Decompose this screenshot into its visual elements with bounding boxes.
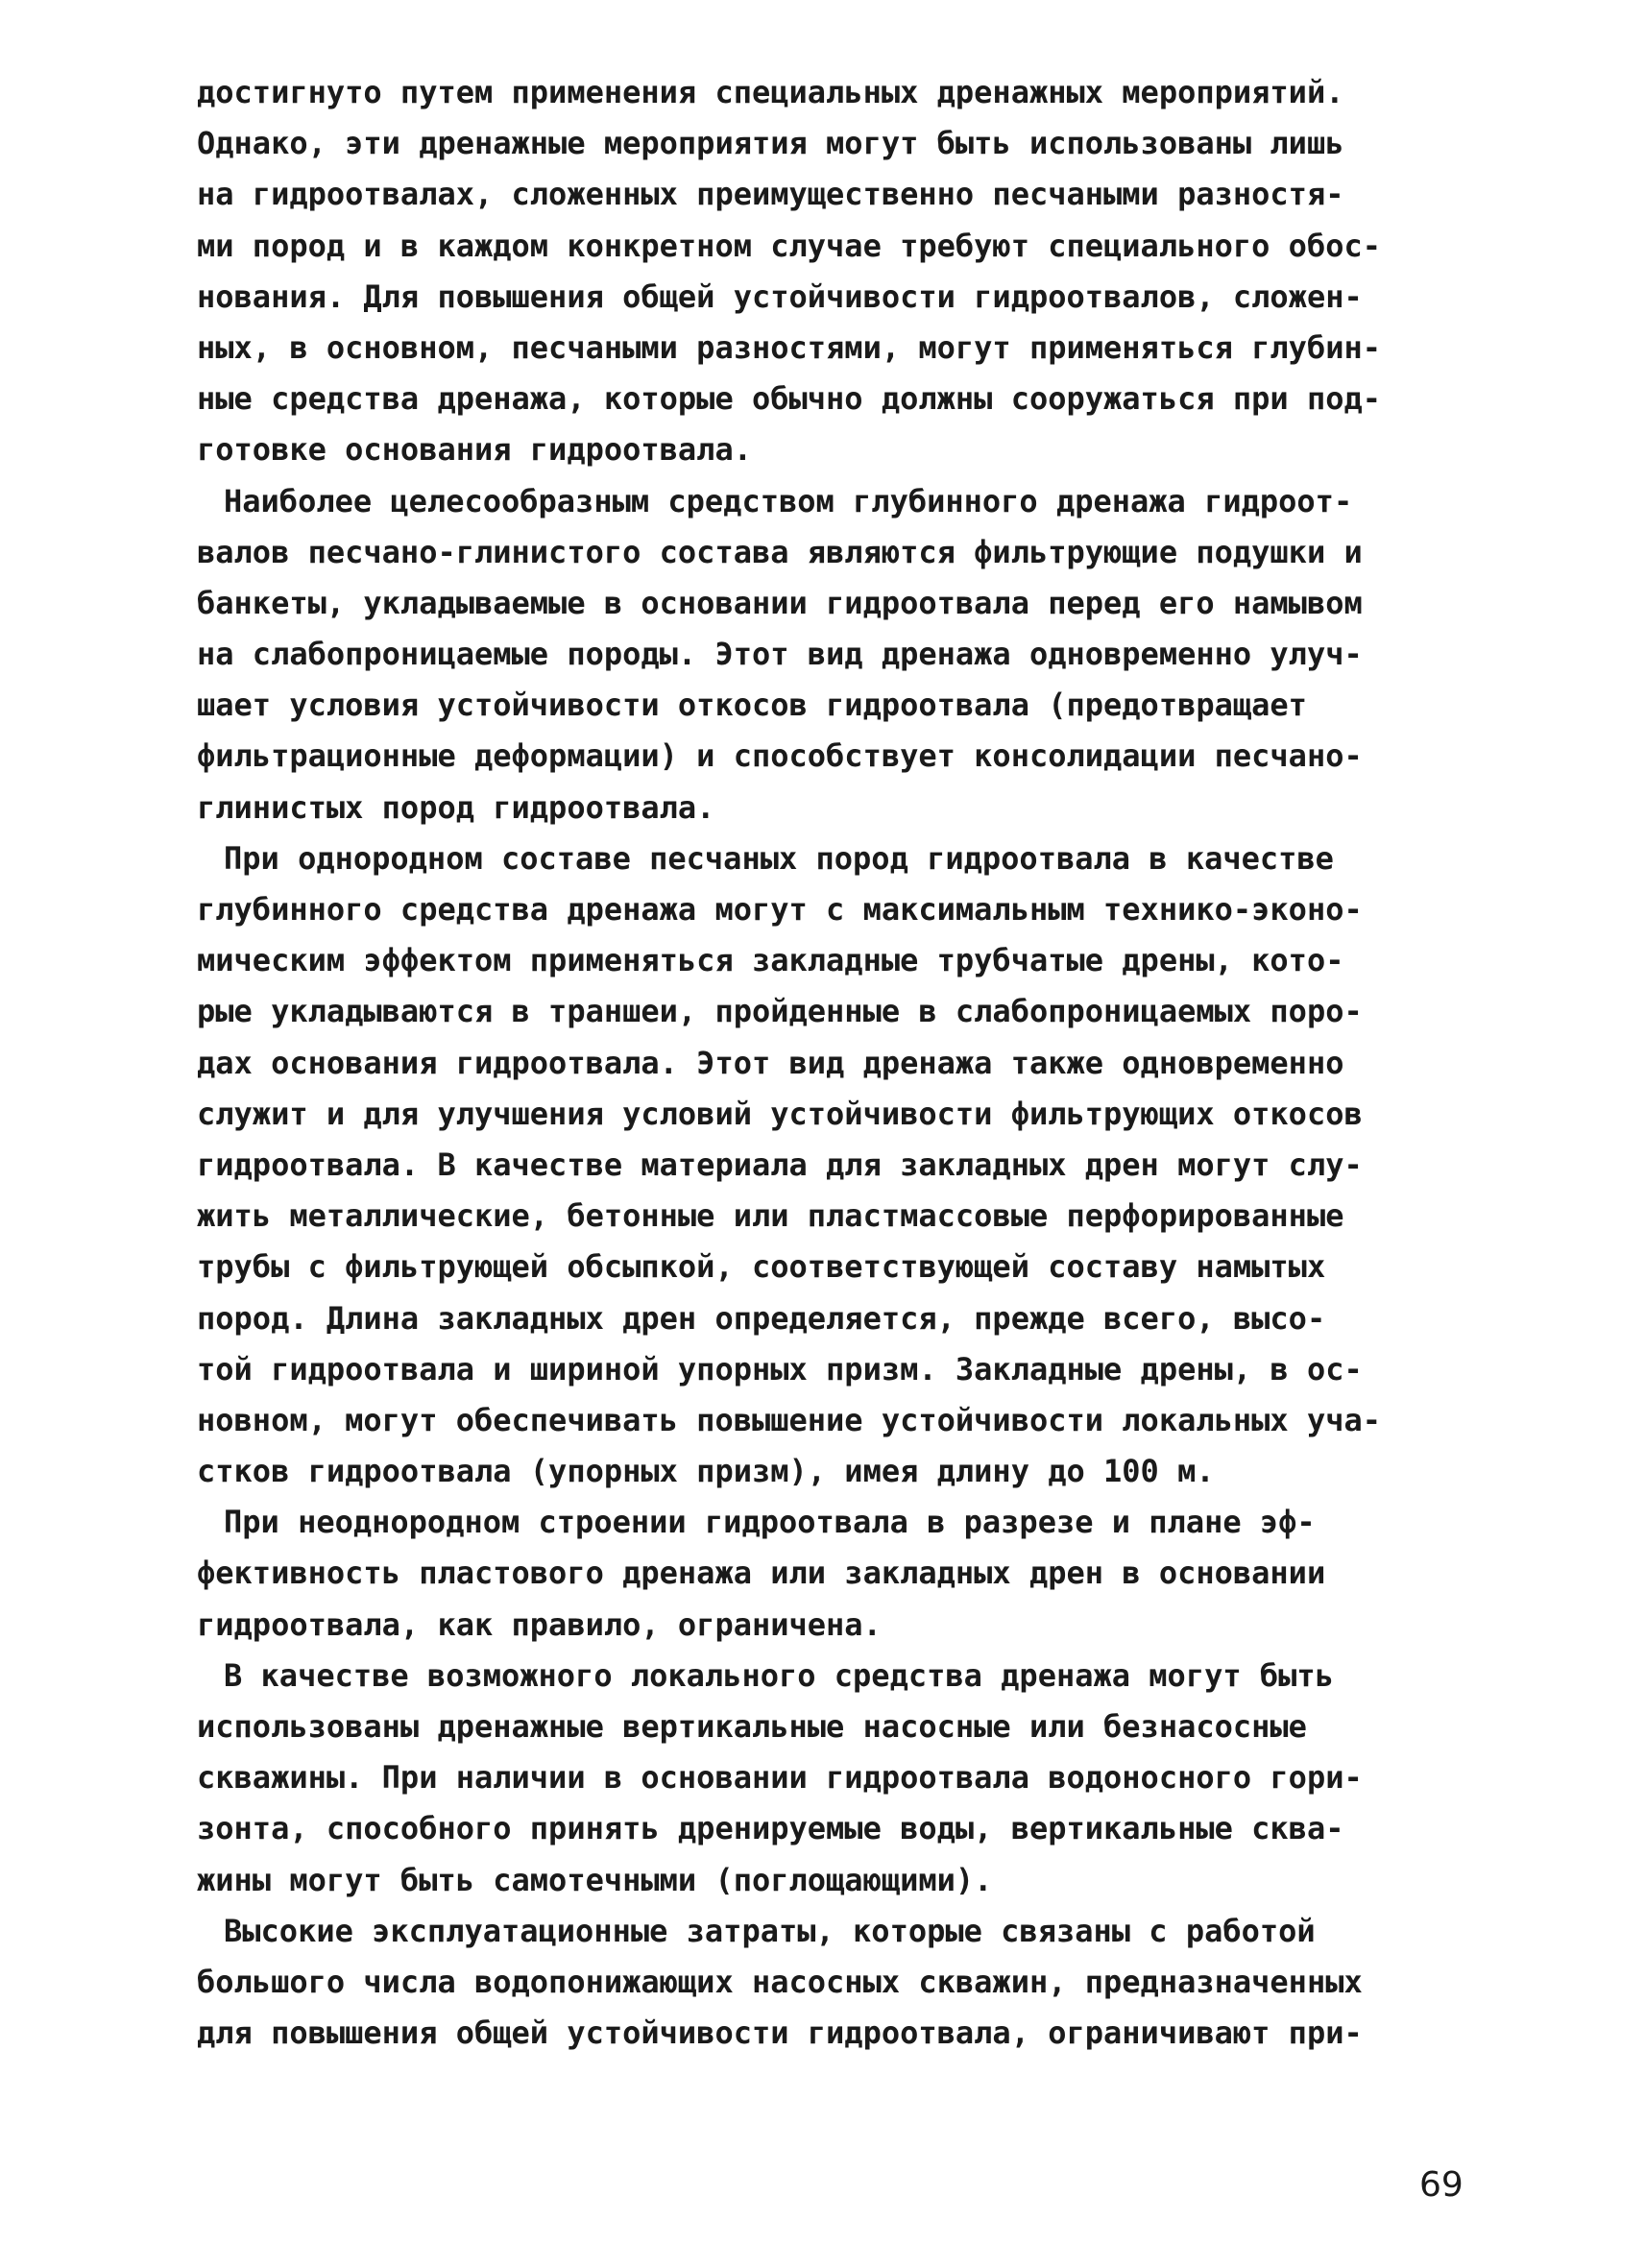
text-line: При однородном составе песчаных пород гидроотвала в качестве [224,839,1334,877]
text-line: зонта, способного принять дренируемые воды, вертикальные сква- [197,1810,1344,1847]
text-line: жины могут быть самотечными (поглощающими). [197,1861,993,1898]
text-line: гидроотвала. В качестве материала для закладных дрен могут слу- [197,1146,1363,1183]
text-line: достигнуто путем применения специальных дренажных мероприятий. [197,74,1344,110]
text-line: Наиболее целесообразным средством глубинного дренажа гидроот- [224,482,1353,519]
text-line: стков гидроотвала (упорных призм), имея длину до 100 м. [197,1453,1215,1490]
text-line: пород. Длина закладных дрен определяется, прежде всего, высо- [197,1299,1326,1337]
text-line: Однако, эти дренажные мероприятия могут быть использованы лишь [197,125,1344,162]
text-line: гидроотвала, как правило, ограничена. [197,1605,882,1643]
text-line: той гидроотвала и шириной упорных призм. Закладные дрены, в ос- [197,1350,1363,1387]
body-text [197,67,1498,2059]
text-line: дах основания гидроотвала. Этот вид дренажа также одновременно [197,1044,1344,1081]
text-line: скважины. При наличии в основании гидроотвала водоносного гори- [197,1759,1363,1797]
text-line: рые укладываются в траншеи, пройденные в слабопроницаемых поро- [197,993,1363,1030]
text-line: жить металлические, бетонные или пластмассовые перфорированные [197,1197,1344,1235]
text-line: фективность пластового дренажа или закладных дрен в основании [197,1555,1326,1592]
text-line: служит и для улучшения условий устойчивости фильтрующих откосов [197,1095,1363,1132]
text-line: Высокие эксплуатационные затраты, которые связаны с работой [224,1912,1316,1949]
text-line: на гидроотвалах, сложенных преимущественно песчаными разностя- [197,176,1344,213]
text-line: В качестве возможного локального средства дренажа могут быть [224,1656,1334,1694]
page-number: 69 [1419,2165,1464,2205]
text-line: нования. Для повышения общей устойчивости гидроотвалов, сложен- [197,277,1363,315]
text-line: глинистых пород гидроотвала. [197,788,715,826]
text-line: мическим эффектом применяться закладные трубчатые дрены, кото- [197,942,1344,979]
text-line: использованы дренажные вертикальные насосные или безнасосные [197,1708,1307,1745]
text-line: ные средства дренажа, которые обычно должны сооружаться при под- [197,380,1381,418]
text-line: новном, могут обеспечивать повышение устойчивости локальных уча- [197,1401,1381,1438]
text-line: валов песчано-глинистого состава являются фильтрующие подушки и [197,533,1363,570]
text-line: шает условия устойчивости откосов гидроотвала (предотвращает [197,687,1307,724]
text-line: ми пород и в каждом конкретном случае требуют специального обос- [197,227,1381,264]
text-line: трубы с фильтрующей обсыпкой, соответствующей составу намытых [197,1248,1326,1286]
text-line: глубинного средства дренажа могут с максимальным технико-эконо- [197,891,1363,928]
text-line: ных, в основном, песчаными разностями, могут применяться глубин- [197,328,1381,366]
text-line: При неоднородном строении гидроотвала в разрезе и плане эф- [224,1504,1316,1541]
text-line: фильтрационные деформации) и способствует консолидации песчано- [197,737,1363,775]
text-line: банкеты, укладываемые в основании гидроотвала перед его намывом [197,584,1363,621]
text-line: большого числа водопонижающих насосных скважин, предназначенных [197,1963,1363,2000]
text-line: для повышения общей устойчивости гидроотвала, ограничивают при- [197,2015,1363,2052]
text-line: на слабопроницаемые породы. Этот вид дренажа одновременно улуч- [197,636,1363,673]
text-line: готовке основания гидроотвала. [197,431,752,469]
